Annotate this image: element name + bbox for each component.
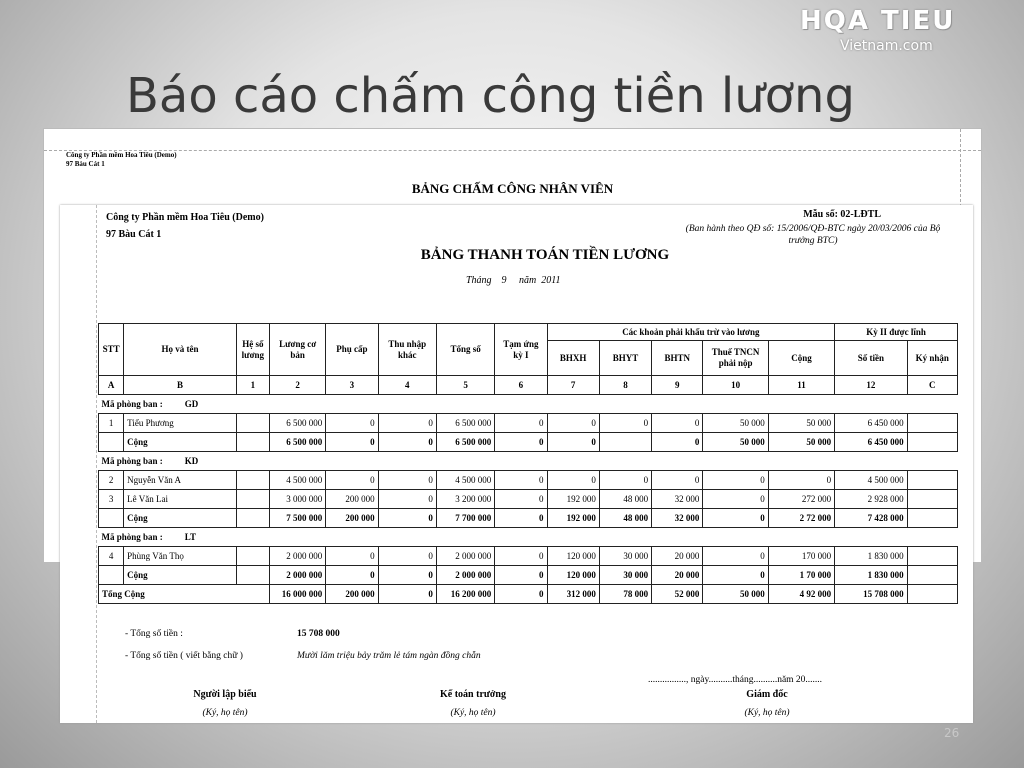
table-cell: Tiểu Phương — [124, 414, 237, 433]
department-header-row — [99, 395, 958, 414]
table-cell: 0 — [378, 490, 436, 509]
table-cell: 16 000 000 — [269, 585, 325, 604]
table-cell — [599, 433, 651, 452]
signature-role: Giám đốc — [746, 689, 788, 700]
table-cell: 4 500 000 — [835, 471, 907, 490]
table-cell: 2 000 000 — [269, 566, 325, 585]
signature-preparer — [135, 689, 315, 718]
col-header-bhyt: BHYT — [599, 341, 651, 376]
table-cell: 16 200 000 — [436, 585, 494, 604]
table-cell: 0 — [652, 414, 703, 433]
table-cell: 2 000 000 — [436, 547, 494, 566]
col-header-period2: Kỳ II được lĩnh — [835, 324, 958, 341]
table-cell: Lê Văn Lai — [124, 490, 237, 509]
company-address: 97 Bàu Cát 1 — [106, 229, 162, 240]
department-code: GD — [184, 399, 199, 409]
table-cell: 2 928 000 — [835, 490, 907, 509]
table-cell — [236, 414, 269, 433]
table-cell: Cộng — [124, 433, 237, 452]
table-cell: 3 — [99, 490, 124, 509]
table-cell: 2 — [269, 376, 325, 395]
table-cell: 20 000 — [652, 547, 703, 566]
table-cell: 1 — [99, 414, 124, 433]
table-cell: C — [907, 376, 957, 395]
signature-role: Người lập biểu — [193, 689, 257, 700]
table-cell — [907, 471, 957, 490]
table-cell: 0 — [378, 471, 436, 490]
table-cell: 10 — [703, 376, 768, 395]
table-cell: 4 — [99, 547, 124, 566]
table-cell: 0 — [378, 509, 436, 528]
department-label — [99, 452, 958, 471]
table-cell: 50 000 — [703, 433, 768, 452]
amount-in-words-value: Mười lăm triệu bảy trăm lẻ tám ngàn đồng chẵn — [297, 651, 481, 661]
table-row — [99, 471, 958, 490]
department-label-text: Mã phòng ban : — [101, 399, 163, 409]
table-cell: 7 500 000 — [269, 509, 325, 528]
table-cell: Cộng — [124, 566, 237, 585]
table-cell — [236, 509, 269, 528]
table-cell: 50 000 — [768, 433, 834, 452]
table-cell: 312 000 — [547, 585, 599, 604]
table-cell — [99, 566, 124, 585]
column-index-row — [99, 376, 958, 395]
table-cell: 1 — [236, 376, 269, 395]
table-cell: 0 — [652, 433, 703, 452]
table-cell: 2 — [99, 471, 124, 490]
table-cell: 0 — [547, 471, 599, 490]
table-cell: 1 830 000 — [835, 566, 907, 585]
department-label-text: Mã phòng ban : — [101, 532, 163, 542]
table-cell: 9 — [652, 376, 703, 395]
table-cell: 0 — [768, 471, 834, 490]
col-header-deductions: Các khoản phải khấu trừ vào lương — [547, 324, 835, 341]
table-cell: 6 500 000 — [436, 414, 494, 433]
table-cell: 0 — [495, 433, 547, 452]
timesheet-company — [66, 151, 177, 169]
table-cell: 0 — [495, 585, 547, 604]
table-cell: 6 500 000 — [269, 414, 325, 433]
table-cell: 50 000 — [703, 585, 768, 604]
table-cell: Cộng — [124, 509, 237, 528]
table-cell: 4 92 000 — [768, 585, 834, 604]
table-cell: 5 — [436, 376, 494, 395]
table-cell: 7 — [547, 376, 599, 395]
table-cell: 15 708 000 — [835, 585, 907, 604]
table-cell: 0 — [703, 566, 768, 585]
subtotal-row — [99, 509, 958, 528]
signature-hint: (Ký, họ tên) — [450, 708, 496, 718]
table-cell — [236, 547, 269, 566]
department-header-row — [99, 528, 958, 547]
table-cell: 30 000 — [599, 566, 651, 585]
timesheet-company-name: Công ty Phần mềm Hoa Tiêu (Demo) — [66, 151, 177, 159]
table-cell: 0 — [703, 509, 768, 528]
table-cell: 30 000 — [599, 547, 651, 566]
col-header-other-income: Thu nhập khác — [378, 324, 436, 376]
table-cell: 7 700 000 — [436, 509, 494, 528]
table-cell — [907, 509, 957, 528]
department-label — [99, 395, 958, 414]
table-cell: 1 70 000 — [768, 566, 834, 585]
table-cell: 0 — [326, 547, 378, 566]
table-cell: 3 — [326, 376, 378, 395]
col-header-advance: Tạm ứng kỳ I — [495, 324, 547, 376]
table-cell: 0 — [378, 433, 436, 452]
total-amount-label: - Tổng số tiền : — [125, 629, 183, 639]
table-cell: 4 — [378, 376, 436, 395]
table-cell — [236, 471, 269, 490]
table-row — [99, 490, 958, 509]
table-cell: 200 000 — [326, 490, 378, 509]
table-cell — [99, 433, 124, 452]
table-cell: 48 000 — [599, 490, 651, 509]
company-name: Công ty Phần mềm Hoa Tiêu (Demo) — [106, 212, 264, 223]
col-header-tncn: Thuế TNCN phải nộp — [703, 341, 768, 376]
department-code: LT — [184, 532, 196, 542]
hoatieu-logo — [800, 6, 980, 54]
col-header-stt: STT — [99, 324, 124, 376]
table-cell: 6 450 000 — [835, 433, 907, 452]
col-header-coefficient: Hệ số lương — [236, 324, 269, 376]
table-cell: 0 — [599, 414, 651, 433]
table-cell: 0 — [547, 414, 599, 433]
table-cell: 48 000 — [599, 509, 651, 528]
table-cell: 1 830 000 — [835, 547, 907, 566]
payroll-table — [98, 323, 958, 604]
table-cell: 50 000 — [703, 414, 768, 433]
department-label-text: Mã phòng ban : — [101, 456, 163, 466]
signature-chief-accountant — [383, 689, 563, 718]
table-cell — [907, 547, 957, 566]
table-cell: 4 500 000 — [269, 471, 325, 490]
table-cell: 52 000 — [652, 585, 703, 604]
total-amount-line — [125, 629, 340, 639]
grand-total-row — [99, 585, 958, 604]
table-cell: 50 000 — [768, 414, 834, 433]
table-cell: 0 — [326, 471, 378, 490]
table-cell: 0 — [703, 490, 768, 509]
table-cell: 6 — [495, 376, 547, 395]
form-regulation-note: (Ban hành theo QĐ số: 15/2006/QĐ-BTC ngày 20/03/2006 của Bộ trưởng BTC) — [685, 224, 941, 246]
table-cell: 0 — [599, 471, 651, 490]
slide-title: Báo cáo chấm công tiền lương — [126, 68, 855, 124]
subtotal-row — [99, 433, 958, 452]
payroll-title: BẢNG THANH TOÁN TIỀN LƯƠNG — [420, 247, 670, 263]
payroll-period: Tháng 9 năm 2011 — [466, 275, 561, 286]
table-cell: 0 — [326, 433, 378, 452]
table-cell: 170 000 — [768, 547, 834, 566]
table-cell: 120 000 — [547, 566, 599, 585]
payroll-document — [60, 205, 973, 723]
col-header-name: Họ và tên — [124, 324, 237, 376]
table-cell: 192 000 — [547, 490, 599, 509]
table-cell: 0 — [326, 566, 378, 585]
table-cell: 0 — [495, 547, 547, 566]
signature-director — [677, 689, 857, 718]
table-cell: 0 — [495, 566, 547, 585]
department-header-row — [99, 452, 958, 471]
signature-hint: (Ký, họ tên) — [744, 708, 790, 718]
department-code: KD — [184, 456, 199, 466]
department-label — [99, 528, 958, 547]
table-cell — [99, 509, 124, 528]
table-cell: 0 — [652, 471, 703, 490]
table-cell — [236, 566, 269, 585]
table-cell: 7 428 000 — [835, 509, 907, 528]
table-cell: 0 — [703, 547, 768, 566]
col-header-total: Tổng số — [436, 324, 494, 376]
table-cell — [236, 490, 269, 509]
table-cell: 6 450 000 — [835, 414, 907, 433]
table-cell: 3 200 000 — [436, 490, 494, 509]
company-block — [106, 209, 264, 243]
col-header-sum: Cộng — [768, 341, 834, 376]
amount-in-words-label: - Tổng số tiền ( viết bằng chữ ) — [125, 651, 243, 661]
table-cell: 8 — [599, 376, 651, 395]
table-cell — [907, 566, 957, 585]
timesheet-title: BẢNG CHẤM CÔNG NHÂN VIÊN — [411, 181, 614, 196]
page-margin-line — [44, 150, 981, 151]
signing-date-line: ................, ngày..........tháng..........năm 20....... — [648, 675, 823, 685]
table-cell: 6 500 000 — [436, 433, 494, 452]
table-cell: 272 000 — [768, 490, 834, 509]
table-cell: 0 — [378, 547, 436, 566]
table-cell: 0 — [547, 433, 599, 452]
table-cell: 32 000 — [652, 509, 703, 528]
table-cell: 2 000 000 — [436, 566, 494, 585]
table-cell: 20 000 — [652, 566, 703, 585]
table-row — [99, 547, 958, 566]
signature-role: Kế toán trưởng — [440, 689, 506, 700]
logo-text-bottom: Vietnam.com — [840, 38, 933, 54]
form-number: Mẫu số: 02-LĐTL — [803, 209, 881, 220]
table-cell: 6 500 000 — [269, 433, 325, 452]
table-cell: Tổng Cộng — [99, 585, 270, 604]
table-cell: 2 000 000 — [269, 547, 325, 566]
table-cell: 0 — [378, 414, 436, 433]
col-header-base-salary: Lương cơ bản — [269, 324, 325, 376]
col-header-allowance: Phụ cấp — [326, 324, 378, 376]
table-cell: 11 — [768, 376, 834, 395]
table-cell: 32 000 — [652, 490, 703, 509]
table-cell: B — [124, 376, 237, 395]
table-cell — [907, 490, 957, 509]
col-header-signature: Ký nhận — [907, 341, 957, 376]
table-cell: 12 — [835, 376, 907, 395]
timesheet-company-address: 97 Bàu Cát 1 — [66, 160, 105, 168]
page-number: 26 — [944, 726, 960, 740]
table-cell: 0 — [703, 471, 768, 490]
table-cell: Phùng Văn Thọ — [124, 547, 237, 566]
table-cell: 2 72 000 — [768, 509, 834, 528]
signature-hint: (Ký, họ tên) — [202, 708, 248, 718]
table-cell: 0 — [495, 490, 547, 509]
table-cell: 200 000 — [326, 509, 378, 528]
table-cell: 0 — [378, 585, 436, 604]
table-cell: 192 000 — [547, 509, 599, 528]
logo-text-top: HQA TIEU — [800, 6, 956, 36]
table-cell: 200 000 — [326, 585, 378, 604]
table-cell: 3 000 000 — [269, 490, 325, 509]
amount-in-words-line — [125, 651, 481, 661]
table-cell: 78 000 — [599, 585, 651, 604]
table-cell — [907, 414, 957, 433]
table-cell: 0 — [326, 414, 378, 433]
total-amount-value: 15 708 000 — [297, 629, 340, 639]
col-header-bhtn: BHTN — [652, 341, 703, 376]
page-margin-line — [96, 205, 97, 723]
table-row — [99, 414, 958, 433]
table-cell: Nguyễn Văn A — [124, 471, 237, 490]
table-cell: 120 000 — [547, 547, 599, 566]
subtotal-row — [99, 566, 958, 585]
table-cell — [907, 433, 957, 452]
table-cell: 0 — [495, 471, 547, 490]
table-cell: 0 — [495, 414, 547, 433]
col-header-amount: Số tiền — [835, 341, 907, 376]
table-cell — [236, 433, 269, 452]
table-cell: 0 — [495, 509, 547, 528]
table-cell — [907, 585, 957, 604]
col-header-bhxh: BHXH — [547, 341, 599, 376]
table-cell: A — [99, 376, 124, 395]
table-cell: 0 — [378, 566, 436, 585]
table-cell: 4 500 000 — [436, 471, 494, 490]
